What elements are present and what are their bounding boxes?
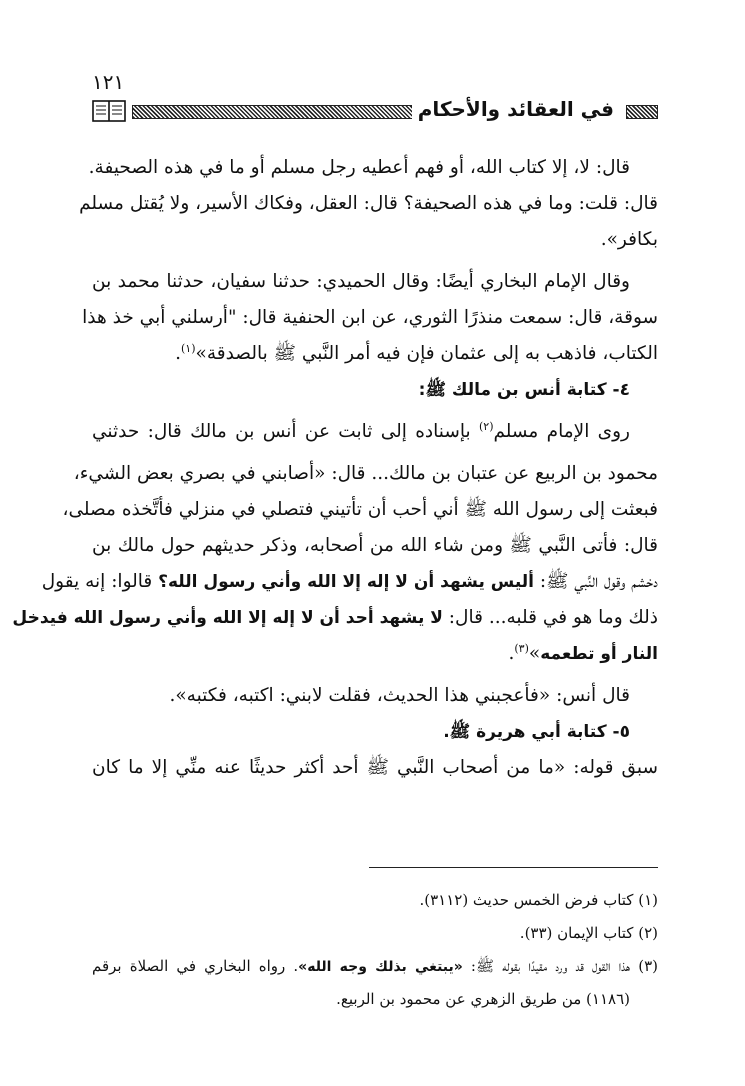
bold-quote: «يبتغي بذلك وجه الله» <box>298 959 463 975</box>
text-span: دخشم وقول النَّبي ﷺ: <box>533 571 658 592</box>
text-line <box>92 336 658 372</box>
open-book-icon <box>92 100 126 122</box>
text-span: . رواه البخاري في الصلاة برقم <box>92 957 299 975</box>
text-line: قال: فأتى النَّبي ﷺ ومن شاء الله من أصحابه، وذكر حديثهم حول مالك بن <box>92 535 658 556</box>
text-span: (٣) هذا القول قد ورد مقيدًا بقوله ﷺ: <box>462 957 658 975</box>
text-span: ذلك وما هو في قلبه... قال: <box>442 607 658 628</box>
text-line: قال: قلت: وما في هذه الصحيفة؟ قال: العقل، وفكاك الأسير، ولا يُقتل مسلم <box>79 193 658 214</box>
footnote-ref-2: (٢) <box>478 419 494 433</box>
text-line: قال أنس: «فأعجبني هذا الحديث، فقلت لابني: اكتبه، فكتبه». <box>169 685 630 706</box>
text-line: بكافر». <box>600 229 658 250</box>
text-span: الكتاب، فاذهب به إلى عثمان فإن فيه أمر النَّبي ﷺ بالصدقة» <box>195 343 658 364</box>
footnotes <box>92 884 658 1016</box>
header-title: في العقائد والأحكام <box>412 97 620 121</box>
header-ornament-right <box>626 105 658 119</box>
section-heading-5: ٥- كتابة أبي هريرة ﷺ. <box>443 722 630 742</box>
text-span: بإسناده إلى ثابت عن أنس بن مالك قال: حدثني <box>92 421 479 442</box>
page-number: ١٢١ <box>92 70 125 94</box>
text-line: سبق قوله: «ما من أصحاب النَّبي ﷺ أحد أكثر حديثًا عنه منِّي إلا ما كان <box>92 757 658 778</box>
text-line: محمود بن الربيع عن عتبان بن مالك... قال: «أصابني في بصري بعض الشيء، <box>73 463 658 484</box>
bold-quote: النار أو تطعمه <box>540 644 658 664</box>
text-span: . <box>175 343 181 364</box>
footnote-separator <box>369 867 658 868</box>
footnote-ref-3: (٣) <box>514 641 529 655</box>
text-span: . <box>508 643 515 664</box>
running-header <box>92 98 658 124</box>
text-line: سوقة، قال: سمعت منذرًا الثوري، عن ابن الحنفية قال: "أرسلني أبي خذ هذا <box>82 307 658 328</box>
footnote-2: (٢) كتاب الإيمان (٣٣). <box>519 924 658 942</box>
text-line: قال: لا، إلا كتاب الله، أو فهم أعطيه رجل مسلم أو ما في هذه الصحيفة. <box>88 157 630 178</box>
text-line <box>92 414 658 450</box>
text-line: وقال الإمام البخاري أيضًا: وقال الحميدي: حدثنا سفيان، حدثنا محمد بن <box>92 271 630 292</box>
footnote-3-continued: (١١٨٦) من طريق الزهري عن محمود بن الربيع. <box>336 990 630 1008</box>
footnote-ref-1: (١) <box>181 341 196 355</box>
text-line <box>92 636 658 672</box>
main-text <box>12 150 658 786</box>
section-heading-4: ٤- كتابة أنس بن مالك ﷺ: <box>418 380 630 400</box>
text-line: فبعثت إلى رسول الله ﷺ أني أحب أن تأتيني فتصلي في منزلي فأتَّخذه مصلى، <box>62 499 658 520</box>
bold-quote: لا يشهد أحد أن لا إله إلا الله وأني رسول الله فيدخل <box>12 608 443 628</box>
text-span: روى الإمام مسلم <box>493 421 630 442</box>
text-span: » <box>528 643 541 664</box>
footnote-3 <box>92 950 658 983</box>
text-span: قالوا: إنه يقول <box>41 571 159 592</box>
bold-quote: أليس يشهد أن لا إله إلا الله وأني رسول الله؟ <box>158 572 534 592</box>
text-line <box>12 600 658 636</box>
text-line <box>41 564 658 600</box>
footnote-1: (١) كتاب فرض الخمس حديث (٣١١٢). <box>419 891 658 909</box>
